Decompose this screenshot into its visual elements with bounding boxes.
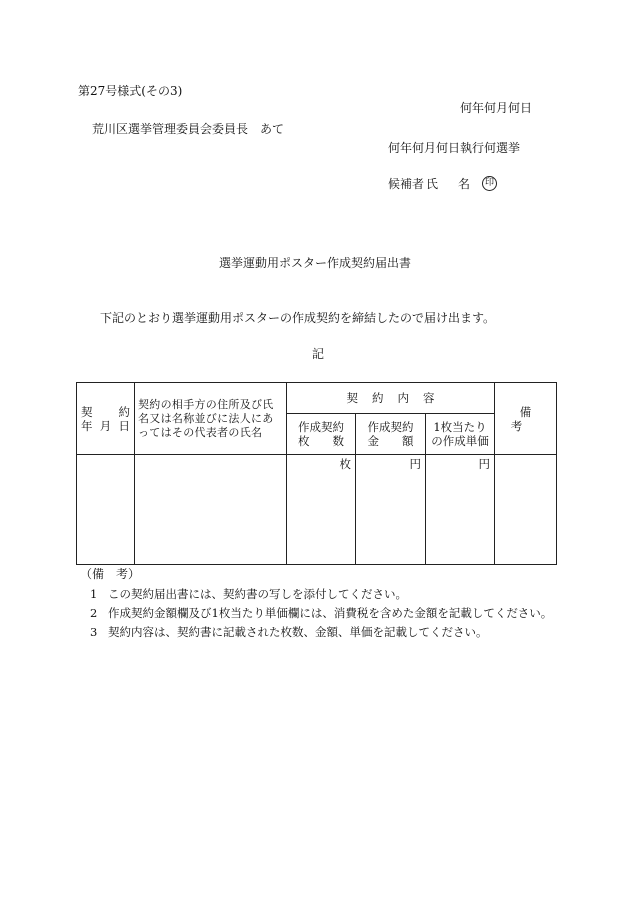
remarks-entry-cell[interactable] [495,455,557,565]
unit-price-entry-cell[interactable] [426,455,495,565]
header-unit-line2: の作成単価 [431,434,489,448]
header-remarks [495,383,557,455]
name-label-first: 氏 [426,176,439,191]
sheet-count-entry-cell[interactable] [287,455,356,565]
seal-icon: 印 [482,176,497,191]
ki-label: 記 [312,347,325,361]
amount-entry-cell[interactable] [356,455,426,565]
document-title [0,256,630,270]
contract-table [76,382,557,565]
header-date-char: 年 [81,418,93,433]
header-date-char: 契 [81,404,93,419]
header-contract-contents [287,383,495,414]
unit-sheets: 枚 [339,457,351,471]
party-entry-cell[interactable] [135,455,287,565]
header-contents-text: 契約内容 [346,391,449,405]
header-contract-date [77,383,135,455]
header-amount-line1: 作成契約 [367,420,414,434]
addressee: 荒川区選挙管理委員会委員長 あて [92,122,285,136]
intro-text: 下記のとおり選挙運動用ポスターの作成契約を締結したので届け出ます。 [100,311,496,325]
name-label-second: 名 [458,176,471,191]
note-text: この契約届出書には、契約書の写しを添付してください。 [108,587,407,601]
header-unit-price [426,414,495,455]
note-number: 2 [90,606,98,620]
document-title-text: 選挙運動用ポスター作成契約届出書 [218,256,411,270]
header-amount-line2: 金 額 [367,434,414,448]
header-date-char: 月 [99,418,112,433]
date-entry-cell[interactable] [77,455,135,565]
header-unit-line1: 1枚当たり [433,420,487,434]
note-text: 契約内容は、契約書に記載された枚数、金額、単価を記載してください。 [108,625,488,639]
notes-heading: （備 考） [80,567,141,581]
note-item [90,625,488,639]
note-number: 1 [90,587,98,601]
header-sheet-count-line1: 作成契約 [298,420,344,434]
election-name: 何年何月何日執行何選挙 [388,141,521,155]
unit-yen: 円 [478,457,490,471]
header-sheet-count [287,414,356,455]
candidate-label: 候補者 [388,176,425,191]
note-item [90,587,407,601]
header-sheet-count-line2: 枚 数 [298,434,344,448]
note-number: 3 [90,625,98,639]
note-item [90,606,552,620]
submission-date: 何年何月何日 [460,101,533,115]
header-contract-amount [356,414,426,455]
header-contract-party: 契約の相手方の住所及び氏名又は名称並びに法人にあってはその代表者の氏名 [135,383,287,455]
header-remarks-text: 備考 [510,404,550,433]
header-date-char: 日 [118,418,130,433]
note-text: 作成契約金額欄及び1枚当たり単価欄には、消費税を含めた金額を記載してください。 [108,606,553,620]
candidate-signature-line [388,176,497,191]
form-number: 第27号様式(その3) [78,84,183,98]
header-date-char: 約 [118,404,130,419]
unit-yen: 円 [409,457,421,471]
